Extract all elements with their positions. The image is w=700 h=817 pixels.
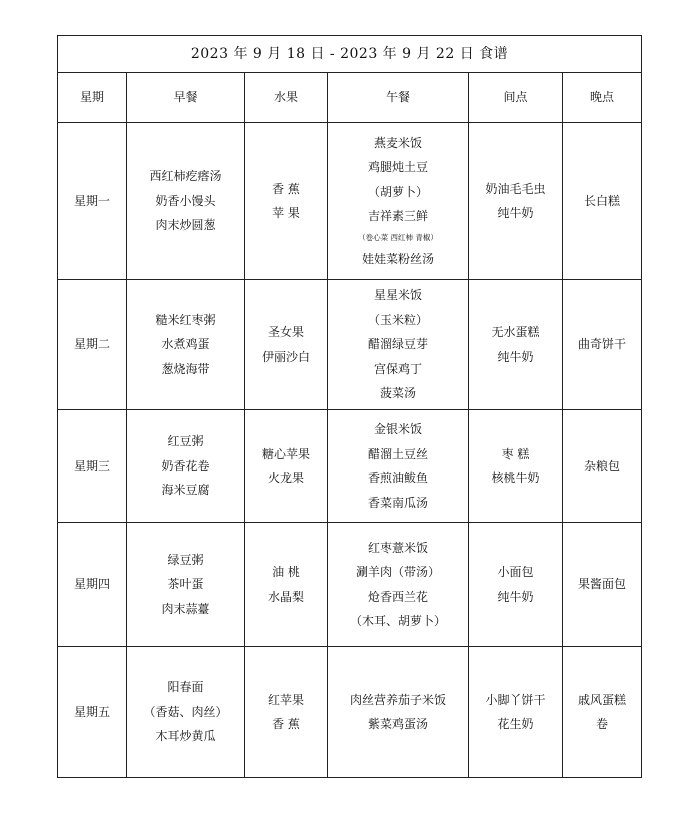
lunch-item: 红枣薏米饭 [367, 540, 428, 555]
lunch-cell [328, 410, 469, 523]
dinner-cell [563, 410, 642, 523]
snack-item: 纯牛奶 [497, 589, 534, 604]
row-tuesday [58, 280, 642, 410]
snack-item: 无水蛋糕 [491, 325, 540, 339]
snack-item: 小脚丫饼干 [485, 692, 546, 707]
snack-item: 奶油毛毛虫 [485, 181, 546, 196]
menu-table [57, 35, 642, 778]
breakfast-item: 奶香小馒头 [155, 193, 216, 208]
breakfast-item: 茶叶蛋 [167, 577, 204, 592]
fruit-item: 香 蕉 [272, 717, 300, 731]
breakfast-cell [127, 647, 245, 778]
snack-item: 小面包 [497, 565, 534, 579]
lunch-item: 涮羊肉（带汤） [355, 565, 440, 579]
lunch-cell [328, 123, 469, 280]
snack-item: 枣 糕 [501, 446, 530, 461]
lunch-item: 娃娃菜粉丝汤 [361, 251, 434, 266]
lunch-cell [328, 523, 469, 647]
breakfast-item: 奶香花卷 [161, 458, 210, 473]
breakfast-item: 木耳炒黄瓜 [155, 729, 216, 744]
lunch-item: 香菜南瓜汤 [367, 495, 428, 510]
breakfast-cell [127, 523, 245, 647]
dinner-cell [563, 523, 642, 647]
breakfast-item: 水煮鸡蛋 [161, 337, 210, 352]
snack-cell [469, 123, 563, 280]
dinner-cell [563, 280, 642, 410]
dinner-item: 果酱面包 [578, 577, 627, 592]
fruit-cell [245, 523, 328, 647]
day-cell: 星期四 [58, 523, 127, 647]
day-cell: 星期三 [58, 410, 127, 523]
lunch-item: 宫保鸡丁 [373, 361, 422, 376]
lunch-item: 肉丝营养茄子米饭 [349, 692, 446, 707]
snack-cell [469, 647, 563, 778]
snack-item: 花生奶 [497, 717, 534, 731]
menu-title: 2023 年 9 月 18 日 - 2023 年 9 月 22 日 食谱 [58, 36, 642, 73]
dinner-item: 戚风蛋糕 [578, 692, 627, 707]
lunch-cell [328, 280, 469, 410]
lunch-item: 星星米饭 [373, 288, 422, 303]
lunch-item: 醋溜绿豆芽 [367, 337, 428, 352]
row-wednesday [58, 410, 642, 523]
day-cell: 星期一 [58, 123, 127, 280]
lunch-item: 炝香西兰花 [367, 589, 428, 604]
breakfast-item: 阳春面 [167, 680, 204, 695]
dinner-item: 曲奇饼干 [578, 337, 627, 352]
breakfast-item: 葱烧海带 [161, 361, 210, 376]
snack-cell [469, 410, 563, 523]
breakfast-cell [127, 280, 245, 410]
breakfast-item: 绿豆粥 [167, 552, 204, 567]
row-friday [58, 647, 642, 778]
fruit-item: 火龙果 [267, 471, 304, 485]
breakfast-item: 海米豆腐 [161, 483, 210, 498]
fruit-item: 糖心苹果 [261, 446, 310, 461]
lunch-item: 吉祥素三鲜 [367, 209, 428, 224]
fruit-item: 圣女果 [267, 325, 304, 339]
breakfast-cell [127, 123, 245, 280]
row-thursday [58, 523, 642, 647]
header-day: 星期 [58, 73, 127, 123]
lunch-item: （玉米粒） [367, 312, 428, 327]
dinner-item: 卷 [596, 717, 609, 731]
fruit-item: 油 桃 [272, 565, 300, 579]
dinner-item: 杂粮包 [584, 458, 621, 473]
snack-item: 纯牛奶 [497, 349, 534, 364]
fruit-item: 伊丽沙白 [261, 349, 310, 364]
day-cell: 星期二 [58, 280, 127, 410]
header-lunch: 午餐 [328, 73, 469, 123]
lunch-item: （木耳、胡萝卜） [349, 614, 446, 628]
lunch-item: 香煎油鲅鱼 [367, 471, 428, 485]
fruit-item: 香 蕉 [272, 181, 300, 196]
breakfast-item: 糙米红枣粥 [155, 312, 216, 327]
header-snack: 间点 [469, 73, 563, 123]
dinner-cell [563, 123, 642, 280]
lunch-cell [328, 647, 469, 778]
lunch-item: 菠菜汤 [379, 386, 416, 401]
breakfast-item: （香菇、肉丝） [143, 704, 228, 719]
snack-item: 核桃牛奶 [491, 471, 540, 485]
fruit-item: 苹 果 [272, 206, 300, 220]
header-row [58, 73, 642, 123]
dinner-item: 长白糕 [584, 193, 621, 208]
fruit-item: 红苹果 [267, 692, 304, 707]
lunch-item: 金银米饭 [373, 422, 422, 436]
fruit-item: 水晶梨 [267, 589, 304, 604]
row-monday [58, 123, 642, 280]
dinner-cell [563, 647, 642, 778]
fruit-cell [245, 280, 328, 410]
lunch-item: 醋溜土豆丝 [367, 446, 428, 461]
snack-cell [469, 280, 563, 410]
breakfast-item: 肉末蒜薹 [161, 601, 210, 616]
fruit-cell [245, 123, 328, 280]
lunch-item: 燕麦米饭 [373, 135, 422, 150]
fruit-cell [245, 647, 328, 778]
breakfast-item: 肉末炒圆葱 [155, 218, 216, 233]
fruit-cell [245, 410, 328, 523]
breakfast-cell [127, 410, 245, 523]
header-dinner: 晚点 [563, 73, 642, 123]
snack-cell [469, 523, 563, 647]
header-breakfast: 早餐 [127, 73, 245, 123]
lunch-item: （胡萝卜） [367, 184, 428, 199]
breakfast-item: 西红柿疙瘩汤 [149, 169, 222, 184]
snack-item: 纯牛奶 [497, 206, 534, 220]
lunch-item: 紫菜鸡蛋汤 [367, 717, 428, 731]
breakfast-item: 红豆粥 [167, 434, 204, 449]
lunch-item-note: （卷心菜 西红柿 青椒） [358, 232, 438, 242]
lunch-item: 鸡腿炖土豆 [367, 160, 428, 175]
day-cell: 星期五 [58, 647, 127, 778]
header-fruit: 水果 [245, 73, 328, 123]
